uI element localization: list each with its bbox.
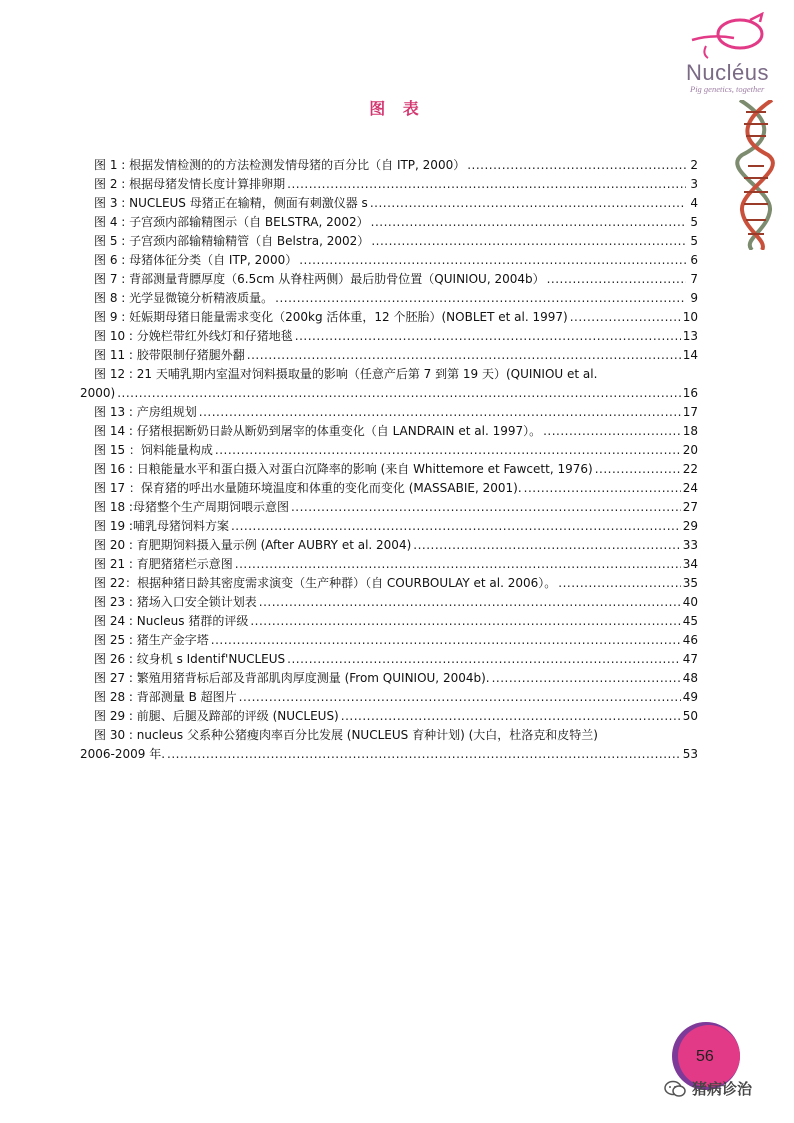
- toc-entry-page: 24: [682, 481, 698, 495]
- toc-entry[interactable]: [80, 365, 698, 403]
- toc-entry-label: 图 17 ：保育猪的呼出水量随环境温度和体重的变化而变化 (MASSABIE, 2001).: [94, 481, 522, 495]
- dot-leader: [235, 555, 681, 574]
- watermark-text: 猪病诊治: [692, 1080, 753, 1098]
- toc-entry-label: 图 12 : 21 天哺乳期内室温对饲料摄取量的影响（任意产后第 7 到第 19 天）(QUINIOU et al.: [94, 367, 598, 381]
- toc-entry[interactable]: [94, 650, 698, 669]
- toc-entry-page: 22: [682, 462, 698, 476]
- dot-leader: [299, 251, 686, 270]
- toc-entry[interactable]: [94, 536, 698, 555]
- toc-entry-page: 35: [682, 576, 698, 590]
- toc-entry-page: 33: [682, 538, 698, 552]
- toc-entry-page: 3: [690, 177, 698, 191]
- toc-entry[interactable]: [94, 213, 698, 232]
- toc-entry-page: 20: [682, 443, 698, 457]
- toc-entry[interactable]: [80, 726, 698, 764]
- toc-entry[interactable]: [94, 194, 698, 213]
- toc-entry-label: 图 16 : 日粮能量水平和蛋白摄入对蛋白沉降率的影响 (来自 Whittemore et Fawcett, 1976): [94, 462, 593, 476]
- toc-entry-page: 10: [682, 310, 698, 324]
- toc-entry-label: 图 3 : NUCLEUS 母猪正在输精，侧面有刺激仪器 s: [94, 196, 368, 210]
- toc-entry[interactable]: [94, 574, 698, 593]
- dot-leader: [595, 460, 681, 479]
- toc-entry-page: 17: [682, 405, 698, 419]
- toc-entry-page: 46: [682, 633, 698, 647]
- toc-entry[interactable]: [94, 289, 698, 308]
- toc-entry-label: 图 2 : 根据母猪发情长度计算排卵期: [94, 177, 286, 191]
- page-number: 56: [696, 1048, 714, 1065]
- toc-entry-label: 图 29 : 前腿、后腿及蹄部的评级 (NUCLEUS): [94, 709, 339, 723]
- toc-entry-page: 6: [690, 253, 698, 267]
- dot-leader: [215, 441, 681, 460]
- toc-entry-page: 50: [682, 709, 698, 723]
- dot-leader: [291, 498, 681, 517]
- toc-entry[interactable]: [94, 270, 698, 289]
- dot-leader: [199, 403, 681, 422]
- toc-entry-label: 图 25 : 猪生产金字塔: [94, 633, 209, 647]
- toc-entry-page: 40: [682, 595, 698, 609]
- toc-entry-label: 图 28 : 背部测量 B 超图片: [94, 690, 237, 704]
- toc-entry-label: 图 21 : 育肥猪猪栏示意图: [94, 557, 233, 571]
- toc-entry-label: 图 9 : 妊娠期母猪日能量需求变化（200kg 活体重，12 个胚胎）(NOBLET et al. 1997): [94, 310, 568, 324]
- dot-leader: [231, 517, 681, 536]
- toc-entry[interactable]: [94, 156, 698, 175]
- dot-leader: [558, 574, 680, 593]
- toc-entry-label: 图 6 : 母猪体征分类（自 ITP, 2000）: [94, 253, 298, 267]
- toc-entry-page: 18: [682, 424, 698, 438]
- toc-entry-page: 49: [682, 690, 698, 704]
- toc-entry-page: 45: [682, 614, 698, 628]
- toc-entry-page: 16: [682, 386, 698, 400]
- page-title: 图 表: [369, 99, 425, 118]
- dot-leader: [250, 612, 680, 631]
- toc-entry[interactable]: [94, 479, 698, 498]
- dot-leader: [467, 156, 686, 175]
- toc-entry-label: 图 18 :母猪整个生产周期饲喂示意图: [94, 500, 289, 514]
- toc-entry-page: 9: [690, 291, 698, 305]
- dot-leader: [371, 232, 686, 251]
- toc-entry-label-continued: 2006-2009 年.: [80, 747, 166, 761]
- toc-entry-label: 图 13 : 产房组规划: [94, 405, 197, 419]
- toc-entry-label-continued: 2000): [80, 386, 116, 400]
- toc-entry[interactable]: [94, 403, 698, 422]
- toc-entry-page: 53: [682, 747, 698, 761]
- dot-leader: [547, 270, 686, 289]
- toc-entry-page: 27: [682, 500, 698, 514]
- toc-entry-page: 34: [682, 557, 698, 571]
- toc-entry-page: 13: [682, 329, 698, 343]
- brand-name: Nucléus: [686, 60, 769, 85]
- toc-entry-label: 图 4 : 子宫颈内部输精图示（自 BELSTRA, 2002）: [94, 215, 369, 229]
- toc-entry-page: 47: [682, 652, 698, 666]
- toc-entry[interactable]: [94, 498, 698, 517]
- dna-helix-icon: [732, 100, 782, 250]
- toc-entry-label: 图 8 : 光学显微镜分析精液质量。: [94, 291, 274, 305]
- dot-leader: [543, 422, 681, 441]
- toc-entry[interactable]: [94, 308, 698, 327]
- toc-entry-label: 图 1 : 根据发情检测的的方法检测发情母猪的百分比（自 ITP, 2000）: [94, 158, 466, 172]
- dot-leader: [259, 593, 681, 612]
- dot-leader: [295, 327, 681, 346]
- toc-entry[interactable]: [94, 460, 698, 479]
- toc-entry-label: 图 30 : nucleus 父系种公猪瘦肉率百分比发展 (NUCLEUS 育种计划) (大白，杜洛克和皮特兰): [94, 728, 598, 742]
- toc-entry-label: 图 7 : 背部测量背膘厚度（6.5cm 从脊柱两侧）最后肋骨位置（QUINIOU, 2004b）: [94, 272, 545, 286]
- toc-entry[interactable]: [94, 232, 698, 251]
- toc-entry-label: 图 14 : 仔猪根据断奶日龄从断奶到屠宰的体重变化（自 LANDRAIN et al. 1997）。: [94, 424, 542, 438]
- dot-leader: [371, 213, 686, 232]
- dot-leader: [287, 175, 686, 194]
- toc-entry-label: 图 19 :哺乳母猪饲料方案: [94, 519, 229, 533]
- toc-entry[interactable]: [94, 517, 698, 536]
- toc-entry-label: 图 24 : Nucleus 猪群的评级: [94, 614, 249, 628]
- toc-entry-page: 5: [690, 234, 698, 248]
- toc-entry-page: 5: [690, 215, 698, 229]
- dot-leader: [247, 346, 681, 365]
- dot-leader: [413, 536, 680, 555]
- toc-entry[interactable]: [94, 631, 698, 650]
- dot-leader: [211, 631, 681, 650]
- toc-entry[interactable]: [94, 422, 698, 441]
- toc-entry-label: 图 11 : 胶带限制仔猪腿外翻: [94, 348, 245, 362]
- dot-leader: [570, 308, 681, 327]
- toc-entry-label: 图 10 : 分娩栏带红外线灯和仔猪地毯: [94, 329, 293, 343]
- toc-entry-page: 7: [690, 272, 698, 286]
- brand-tagline: Pig genetics, together: [690, 84, 765, 94]
- dot-leader: [341, 707, 681, 726]
- toc-entry-page: 14: [682, 348, 698, 362]
- dot-leader: [524, 479, 681, 498]
- toc-entry[interactable]: [94, 175, 698, 194]
- toc-entry[interactable]: [94, 612, 698, 631]
- toc-entry-label: 图 22：根据种猪日龄其密度需求演变（生产种群）（自 COURBOULAY et al. 2006）。: [94, 576, 557, 590]
- toc-entry-label: 图 23 : 猪场入口安全锁计划表: [94, 595, 257, 609]
- dot-leader: [239, 688, 681, 707]
- wechat-icon: [664, 1080, 686, 1098]
- toc-entry-label: 图 26 : 纹身机 s Identif'NUCLEUS: [94, 652, 286, 666]
- toc-entry[interactable]: [94, 669, 698, 688]
- toc-entry-label: 图 27 : 繁殖用猪背标后部及背部肌肉厚度测量 (From QUINIOU, 2004b).: [94, 671, 490, 685]
- toc-entry[interactable]: [94, 441, 698, 460]
- toc-entry[interactable]: [94, 327, 698, 346]
- dot-leader: [287, 650, 681, 669]
- dot-leader: [492, 669, 681, 688]
- toc-entry[interactable]: [94, 688, 698, 707]
- toc-entry-page: 29: [682, 519, 698, 533]
- figure-list: [80, 156, 698, 764]
- toc-entry[interactable]: [94, 346, 698, 365]
- toc-entry[interactable]: [94, 555, 698, 574]
- toc-entry-label: 图 5 : 子宫颈内部输精输精管（自 Belstra, 2002）: [94, 234, 370, 248]
- toc-entry-label: 图 15 ：饲料能量构成: [94, 443, 213, 457]
- dot-leader: [275, 289, 686, 308]
- dot-leader: [117, 384, 680, 403]
- toc-entry-label: 图 20 : 育肥期饲料摄入量示例 (After AUBRY et al. 2004): [94, 538, 412, 552]
- dot-leader: [370, 194, 686, 213]
- toc-entry-page: 48: [682, 671, 698, 685]
- dot-leader: [167, 745, 681, 764]
- watermark: [664, 1078, 752, 1099]
- toc-entry[interactable]: [94, 251, 698, 270]
- toc-entry[interactable]: [94, 707, 698, 726]
- toc-entry[interactable]: [94, 593, 698, 612]
- toc-entry-page: 2: [690, 158, 698, 172]
- toc-entry-page: 4: [690, 196, 698, 210]
